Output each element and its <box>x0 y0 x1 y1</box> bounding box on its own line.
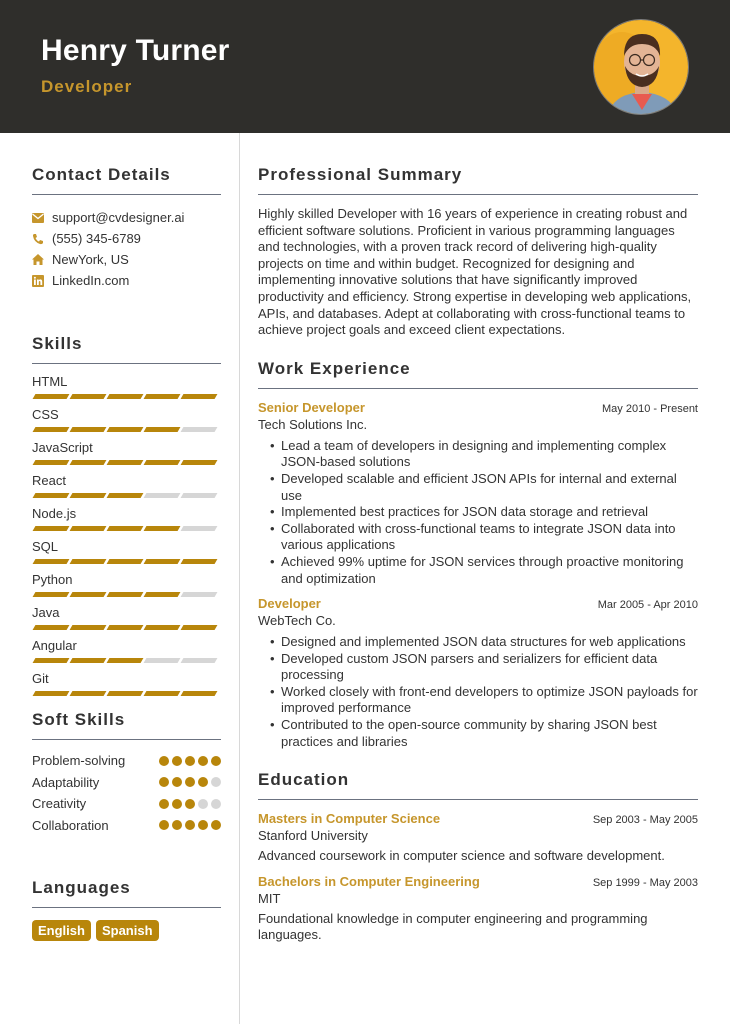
degree-description: Foundational knowledge in computer engineering and programming languages. <box>258 910 648 943</box>
skill-item <box>32 571 221 597</box>
rating-dot-icon <box>185 777 195 787</box>
resume-header <box>0 0 730 133</box>
soft-skills-list <box>32 750 221 836</box>
rating-dot-icon <box>185 799 195 809</box>
job-bullets <box>258 438 698 587</box>
job-bullets <box>258 634 698 750</box>
skill-level-segment <box>70 394 107 399</box>
soft-skill-item <box>32 815 221 837</box>
skill-item <box>32 439 221 465</box>
skill-level-segment <box>107 526 144 531</box>
job-company: WebTech Co. <box>258 613 336 629</box>
skill-level-segment <box>144 625 181 630</box>
degree-title: Bachelors in Computer Engineering <box>258 873 480 889</box>
skills-list <box>32 373 221 696</box>
skill-level-bar <box>32 691 221 696</box>
rating-dot-icon <box>159 820 169 830</box>
education-section <box>258 770 698 944</box>
skill-level-bar <box>32 526 221 531</box>
contact-location-text: NewYork, US <box>52 252 129 267</box>
rating-dot-icon <box>185 820 195 830</box>
phone-icon <box>32 233 44 245</box>
skill-level-segment <box>107 625 144 630</box>
summary-text: Highly skilled Developer with 16 years of experience in creating robust and efficient software solutions. Proficient in various programming languages and technologies, with a proven track record of delivering high-quality projects on time and within budget. Recognized for designing and implementing innovative solutions that have significantly improved productivity and efficiency. Strong expertise in developing web applications, APIs, and databases. Adept at collaborating with cross-functional teams to achieve project goals and exceed client expectations. <box>258 206 692 338</box>
skill-level-bar <box>32 658 221 663</box>
skill-level-segment <box>33 427 70 432</box>
rating-dot-icon <box>159 777 169 787</box>
job-bullet: • Collaborated with cross-functional teams to integrate JSON data into various applications <box>270 521 698 554</box>
soft-skill-item <box>32 793 221 815</box>
skill-item <box>32 472 221 498</box>
job-date: Mar 2005 - Apr 2010 <box>597 599 698 612</box>
degree-title: Masters in Computer Science <box>258 811 441 827</box>
education-entry <box>258 811 698 865</box>
job-bullet: • Developed scalable and efficient JSON APIs for internal and external use <box>270 471 698 504</box>
contact-email[interactable] <box>32 207 221 228</box>
home-icon <box>32 254 44 266</box>
rating-dot-icon <box>211 756 221 766</box>
contact-section <box>32 165 221 291</box>
candidate-role: Developer <box>41 77 133 96</box>
skill-level-segment <box>144 691 181 696</box>
skill-level-segment <box>107 427 144 432</box>
job-entry <box>258 400 698 587</box>
skill-level-segment <box>181 691 218 696</box>
skill-level-bar <box>32 559 221 564</box>
skill-level-segment <box>144 460 181 465</box>
soft-skill-rating <box>159 820 221 830</box>
skill-name: Java <box>32 605 60 620</box>
soft-skill-name: Collaboration <box>32 817 109 833</box>
skill-level-segment <box>33 625 70 630</box>
soft-skill-rating <box>159 756 221 766</box>
skill-level-segment <box>70 592 107 597</box>
rating-dot-icon <box>198 756 208 766</box>
skill-name: Git <box>32 671 49 686</box>
job-bullet: • Achieved 99% uptime for JSON services through proactive monitoring and optimization <box>270 554 698 587</box>
skill-name: Python <box>32 572 73 587</box>
skill-level-segment <box>181 592 218 597</box>
school-name: MIT <box>258 890 281 906</box>
rating-dot-icon <box>172 820 182 830</box>
skill-level-segment <box>70 427 107 432</box>
skill-level-segment <box>107 691 144 696</box>
rating-dot-icon <box>172 799 182 809</box>
skill-level-segment <box>144 658 181 663</box>
job-date: May 2010 - Present <box>602 402 698 415</box>
skill-level-segment <box>70 559 107 564</box>
job-company: Tech Solutions Inc. <box>258 416 368 432</box>
skill-name: HTML <box>32 374 68 389</box>
skill-item <box>32 505 221 531</box>
job-bullet: • Contributed to the open-source community by sharing JSON best practices and libraries <box>270 717 698 750</box>
experience-section <box>258 359 698 751</box>
skill-item <box>32 406 221 432</box>
soft-skills-section <box>32 710 221 836</box>
degree-description: Advanced coursework in computer science and software development. <box>258 848 665 864</box>
skill-level-segment <box>181 394 218 399</box>
skill-level-segment <box>33 559 70 564</box>
skill-item <box>32 538 221 564</box>
section-title-languages: Languages <box>32 878 221 908</box>
skill-level-segment <box>33 526 70 531</box>
skill-level-segment <box>144 592 181 597</box>
column-divider <box>239 133 240 1024</box>
contact-list <box>32 207 221 291</box>
skill-level-segment <box>33 460 70 465</box>
skill-level-segment <box>181 460 218 465</box>
languages-section <box>32 878 221 941</box>
skill-name: SQL <box>32 539 59 554</box>
skill-level-segment <box>144 493 181 498</box>
section-title-experience: Work Experience <box>258 359 698 389</box>
contact-phone-text: (555) 345-6789 <box>52 231 141 246</box>
contact-linkedin-text: LinkedIn.com <box>52 273 130 288</box>
soft-skill-rating <box>159 777 221 787</box>
skill-level-segment <box>70 526 107 531</box>
rating-dot-icon <box>211 820 221 830</box>
contact-phone[interactable] <box>32 228 221 249</box>
contact-linkedin[interactable] <box>32 270 221 291</box>
rating-dot-icon <box>198 777 208 787</box>
skill-level-bar <box>32 460 221 465</box>
rating-dot-icon <box>185 756 195 766</box>
skill-level-segment <box>70 658 107 663</box>
contact-email-text: support@cvdesigner.ai <box>52 210 185 225</box>
skill-level-segment <box>107 394 144 399</box>
job-title: Senior Developer <box>258 399 365 415</box>
rating-dot-icon <box>198 799 208 809</box>
job-bullet: • Worked closely with front-end developers to optimize JSON payloads for improved performance <box>270 684 698 717</box>
skill-level-segment <box>70 460 107 465</box>
rating-dot-icon <box>159 756 169 766</box>
job-bullet: • Designed and implemented JSON data structures for web applications <box>270 634 698 651</box>
rating-dot-icon <box>211 777 221 787</box>
skill-level-segment <box>181 427 218 432</box>
skill-item <box>32 637 221 663</box>
summary-section <box>258 165 698 339</box>
soft-skill-item <box>32 772 221 794</box>
skill-name: JavaScript <box>32 440 93 455</box>
skill-level-segment <box>181 658 218 663</box>
skill-item <box>32 670 221 696</box>
skill-level-segment <box>33 592 70 597</box>
skill-name: CSS <box>32 407 59 422</box>
job-entry <box>258 596 698 750</box>
rating-dot-icon <box>198 820 208 830</box>
left-column <box>32 133 221 941</box>
skill-level-segment <box>107 592 144 597</box>
skill-level-segment <box>33 493 70 498</box>
language-badge: English <box>32 920 91 941</box>
section-title-skills: Skills <box>32 334 221 364</box>
section-title-soft-skills: Soft Skills <box>32 710 221 740</box>
skill-name: Angular <box>32 638 77 653</box>
skill-level-segment <box>107 658 144 663</box>
soft-skill-name: Adaptability <box>32 774 100 790</box>
skill-level-segment <box>144 394 181 399</box>
job-bullet: • Lead a team of developers in designing and implementing complex JSON-based solutions <box>270 438 698 471</box>
skill-level-segment <box>181 625 218 630</box>
section-title-education: Education <box>258 770 698 800</box>
candidate-name: Henry Turner <box>41 34 230 67</box>
skill-level-segment <box>33 394 70 399</box>
skill-level-segment <box>70 625 107 630</box>
rating-dot-icon <box>172 756 182 766</box>
skill-level-bar <box>32 592 221 597</box>
degree-date: Sep 1999 - May 2003 <box>592 876 698 889</box>
right-column <box>258 133 698 944</box>
section-title-contact: Contact Details <box>32 165 221 195</box>
rating-dot-icon <box>172 777 182 787</box>
job-bullet: • Implemented best practices for JSON data storage and retrieval <box>270 504 698 521</box>
degree-date: Sep 2003 - May 2005 <box>592 814 698 827</box>
skill-level-bar <box>32 493 221 498</box>
skill-item <box>32 604 221 630</box>
envelope-icon <box>32 212 44 224</box>
skill-level-bar <box>32 427 221 432</box>
section-title-summary: Professional Summary <box>258 165 698 195</box>
skill-name: React <box>32 473 66 488</box>
skill-level-segment <box>70 691 107 696</box>
skill-level-segment <box>181 493 218 498</box>
soft-skill-name: Creativity <box>32 796 87 812</box>
skill-level-segment <box>107 493 144 498</box>
profile-photo <box>593 19 689 115</box>
skill-level-bar <box>32 394 221 399</box>
job-title: Developer <box>258 596 321 612</box>
skill-level-segment <box>181 559 218 564</box>
skill-item <box>32 373 221 399</box>
contact-location <box>32 249 221 270</box>
rating-dot-icon <box>211 799 221 809</box>
school-name: Stanford University <box>258 828 368 844</box>
skill-name: Node.js <box>32 506 77 521</box>
languages-list <box>32 920 221 941</box>
skill-level-segment <box>107 559 144 564</box>
job-bullet: • Developed custom JSON parsers and serializers for efficient data processing <box>270 651 698 684</box>
skill-level-bar <box>32 625 221 630</box>
soft-skill-name: Problem-solving <box>32 753 126 769</box>
skill-level-segment <box>70 493 107 498</box>
linkedin-icon <box>32 275 44 287</box>
skill-level-segment <box>144 559 181 564</box>
portrait-image-icon <box>594 20 689 115</box>
soft-skill-rating <box>159 799 221 809</box>
skill-level-segment <box>181 526 218 531</box>
skill-level-segment <box>33 658 70 663</box>
language-badge: Spanish <box>96 920 159 941</box>
education-entry <box>258 874 698 944</box>
skill-level-segment <box>107 460 144 465</box>
skill-level-segment <box>144 526 181 531</box>
soft-skill-item <box>32 750 221 772</box>
skill-level-segment <box>33 691 70 696</box>
rating-dot-icon <box>159 799 169 809</box>
skills-section <box>32 334 221 696</box>
skill-level-segment <box>144 427 181 432</box>
